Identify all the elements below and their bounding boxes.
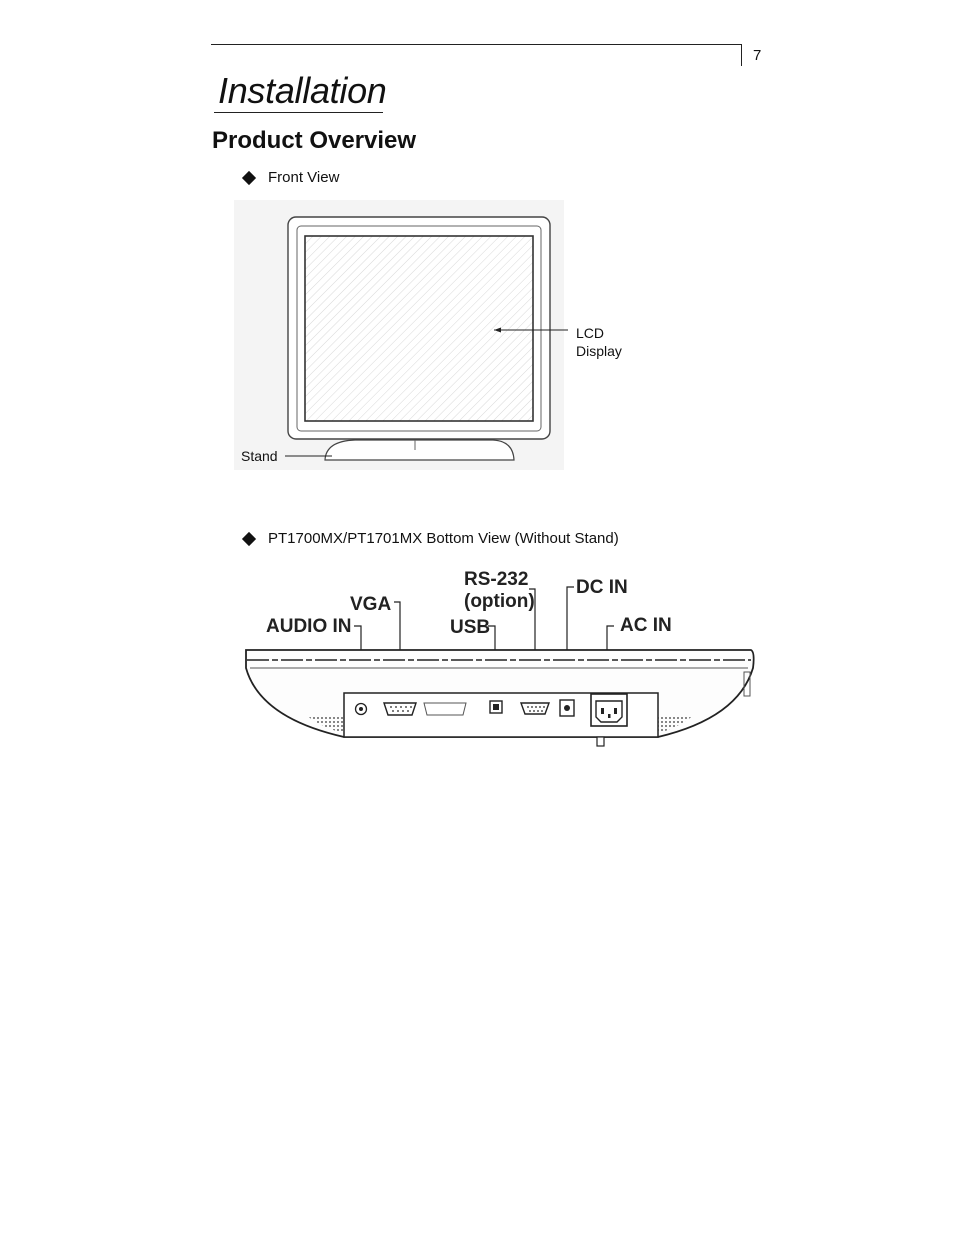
lcd-callout-label-line1: LCD: [576, 325, 605, 341]
diamond-bullet-icon: [242, 531, 256, 545]
page-number: 7: [753, 47, 762, 64]
dc-in-label: DC IN: [576, 577, 628, 598]
rs232-label-line1: RS-232: [464, 569, 529, 590]
diamond-bullet-icon: [242, 170, 256, 184]
front-view-label: Front View: [268, 169, 340, 186]
vga-label: VGA: [350, 594, 392, 615]
header-tick: [741, 44, 742, 66]
front-view-illustration: [230, 200, 640, 470]
usb-label: USB: [450, 617, 491, 638]
chapter-underline: [214, 112, 383, 113]
rs232-label-line2: (option): [464, 591, 535, 612]
header-rule: [211, 44, 741, 45]
blank-port-cover: [424, 703, 466, 715]
bottom-view-label: PT1700MX/PT1701MX Bottom View (Without Stand): [268, 530, 619, 547]
lcd-callout-label-line2: Display: [576, 343, 622, 359]
bottom-view-illustration: [240, 560, 760, 760]
monitor-stand: [325, 440, 514, 460]
rs232-port: [521, 703, 549, 714]
bullet-front-view: [242, 169, 339, 186]
audio-in-label: AUDIO IN: [266, 616, 352, 637]
ac-in-label: AC IN: [620, 615, 672, 636]
chapter-title: Installation: [218, 70, 387, 111]
bullet-bottom-view: [242, 530, 619, 547]
vga-port: [384, 703, 416, 715]
kensington-tab: [597, 737, 604, 746]
stand-callout-label: Stand: [241, 448, 278, 464]
section-title: Product Overview: [212, 127, 417, 154]
